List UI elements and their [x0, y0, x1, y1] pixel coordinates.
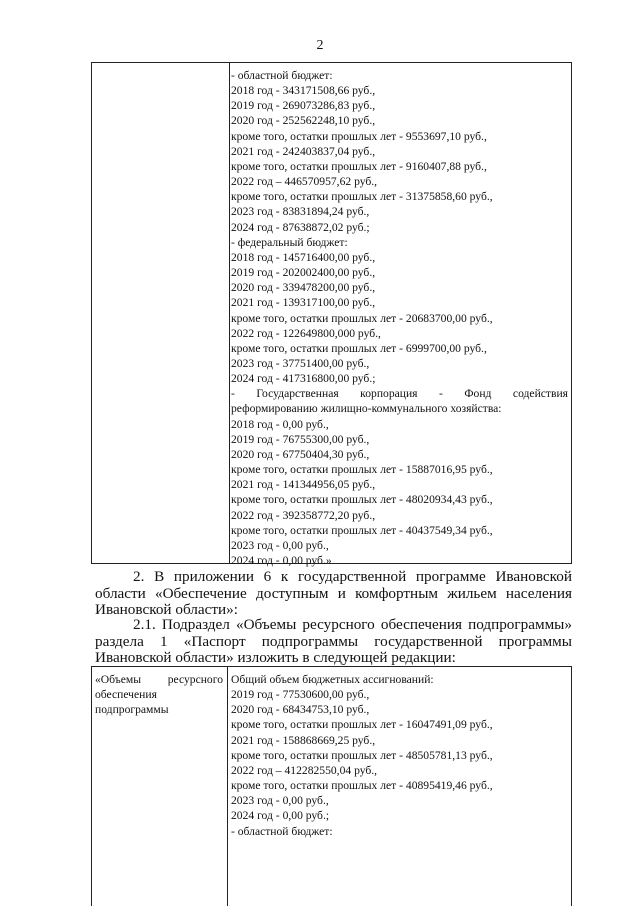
table-line: 2024 год - 0,00 руб.»	[231, 554, 332, 567]
table-line: 2023 год - 37751400,00 руб.,	[231, 356, 370, 370]
table-line: кроме того, остатки прошлых лет - 16047491,09 руб.,	[231, 718, 493, 732]
table-line: 2022 год - 122649800,000 руб.,	[231, 326, 381, 340]
table-line: 2020 год - 252562248,10 руб.,	[231, 114, 376, 128]
table-line: 2021 год - 139317100,00 руб.,	[231, 296, 376, 310]
table-line: 2022 год – 446570957,62 руб.,	[231, 175, 378, 189]
paragraph-line: раздела 1 «Паспорт подпрограммы государственной программы	[95, 632, 572, 650]
table-line: 2019 год - 269073286,83 руб.,	[231, 99, 376, 113]
table-line: 2021 год - 242403837,04 руб.,	[231, 144, 376, 158]
table-line: - федеральный бюджет:	[231, 235, 348, 249]
funding-table-continued	[91, 62, 572, 567]
table-line: кроме того, остатки прошлых лет - 6999700,00 руб.,	[231, 341, 487, 355]
table-line: кроме того, остатки прошлых лет - 31375858,60 руб.,	[231, 190, 493, 204]
table-line: 2024 год - 0,00 руб.;	[231, 809, 330, 823]
table-line: 2021 год - 158868669,25 руб.,	[231, 733, 376, 747]
table-line: - областной бюджет:	[231, 69, 333, 82]
table-line: 2020 год - 339478200,00 руб.,	[231, 281, 376, 295]
table-line: 2019 год - 77530600,00 руб.,	[231, 688, 370, 702]
table-line: 2018 год - 343171508,66 руб.,	[231, 84, 376, 98]
paragraph-line: области «Обеспечение доступным и комфортным жильем населения	[95, 584, 572, 602]
table-line: кроме того, остатки прошлых лет - 15887016,95 руб.,	[231, 463, 493, 477]
table-line: 2019 год - 202002400,00 руб.,	[231, 266, 376, 280]
paragraph-line: Ивановской области»:	[95, 601, 238, 618]
table-line: 2022 год – 412282550,04 руб.,	[231, 763, 378, 777]
table-right-cell	[231, 63, 568, 568]
table-line: 2019 год - 76755300,00 руб.,	[231, 432, 370, 446]
table-line: кроме того, остатки прошлых лет - 48020934,43 руб.,	[231, 493, 493, 507]
table-line: кроме того, остатки прошлых лет - 9553697,10 руб.,	[231, 129, 487, 143]
table-line: 2024 год - 87638872,02 руб.;	[231, 220, 370, 234]
table-line: реформированию жилищно-коммунального хозяйства:	[231, 402, 502, 416]
table-line: 2021 год - 141344956,05 руб.,	[231, 478, 376, 492]
table-line: 2018 год - 0,00 руб.,	[231, 417, 329, 431]
table-line: Общий объем бюджетных ассигнований:	[231, 673, 434, 686]
page-number: 2	[316, 38, 324, 53]
table-line: кроме того, остатки прошлых лет - 48505781,13 руб.,	[231, 748, 493, 762]
subprogram-funding-table	[91, 666, 572, 906]
table-line: 2018 год - 145716400,00 руб.,	[231, 250, 376, 264]
paragraph-2	[95, 569, 572, 619]
table-left-label: «Объемы ресурсного	[95, 673, 223, 686]
table-line: кроме того, остатки прошлых лет - 40895419,46 руб.,	[231, 779, 493, 793]
table-line: 2022 год - 392358772,20 руб.,	[231, 508, 376, 522]
table-line: 2023 год - 0,00 руб.,	[231, 538, 329, 552]
table-line: 2024 год - 417316800,00 руб.;	[231, 372, 376, 386]
paragraph-2-1	[95, 617, 572, 667]
table-line: кроме того, остатки прошлых лет - 20683700,00 руб.,	[231, 311, 493, 325]
paragraph-line: 2. В приложении 6 к государственной программе Ивановской	[133, 568, 572, 585]
table-line: 2020 год - 68434753,10 руб.,	[231, 703, 370, 717]
paragraph-line: 2.1. Подраздел «Объемы ресурсного обеспечения подпрограммы»	[133, 616, 572, 633]
table-line: 2023 год - 83831894,24 руб.,	[231, 205, 370, 219]
table-left-label: обеспечения	[95, 688, 157, 702]
table-line: 2023 год - 0,00 руб.,	[231, 794, 329, 808]
table-left-label: подпрограммы	[95, 703, 169, 717]
table-line: кроме того, остатки прошлых лет - 40437549,34 руб.,	[231, 523, 493, 537]
table-line: 2020 год - 67750404,30 руб.,	[231, 447, 370, 461]
table-right-cell	[231, 667, 568, 839]
table-left-cell	[92, 667, 228, 906]
table-line: кроме того, остатки прошлых лет - 9160407,88 руб.,	[231, 159, 487, 173]
table-line: - Государственная корпорация - Фонд содействия	[231, 387, 568, 401]
table-left-cell-empty	[92, 63, 230, 563]
table-line: - областной бюджет:	[231, 824, 333, 838]
paragraph-line: Ивановской области» изложить в следующей редакции:	[95, 649, 456, 666]
